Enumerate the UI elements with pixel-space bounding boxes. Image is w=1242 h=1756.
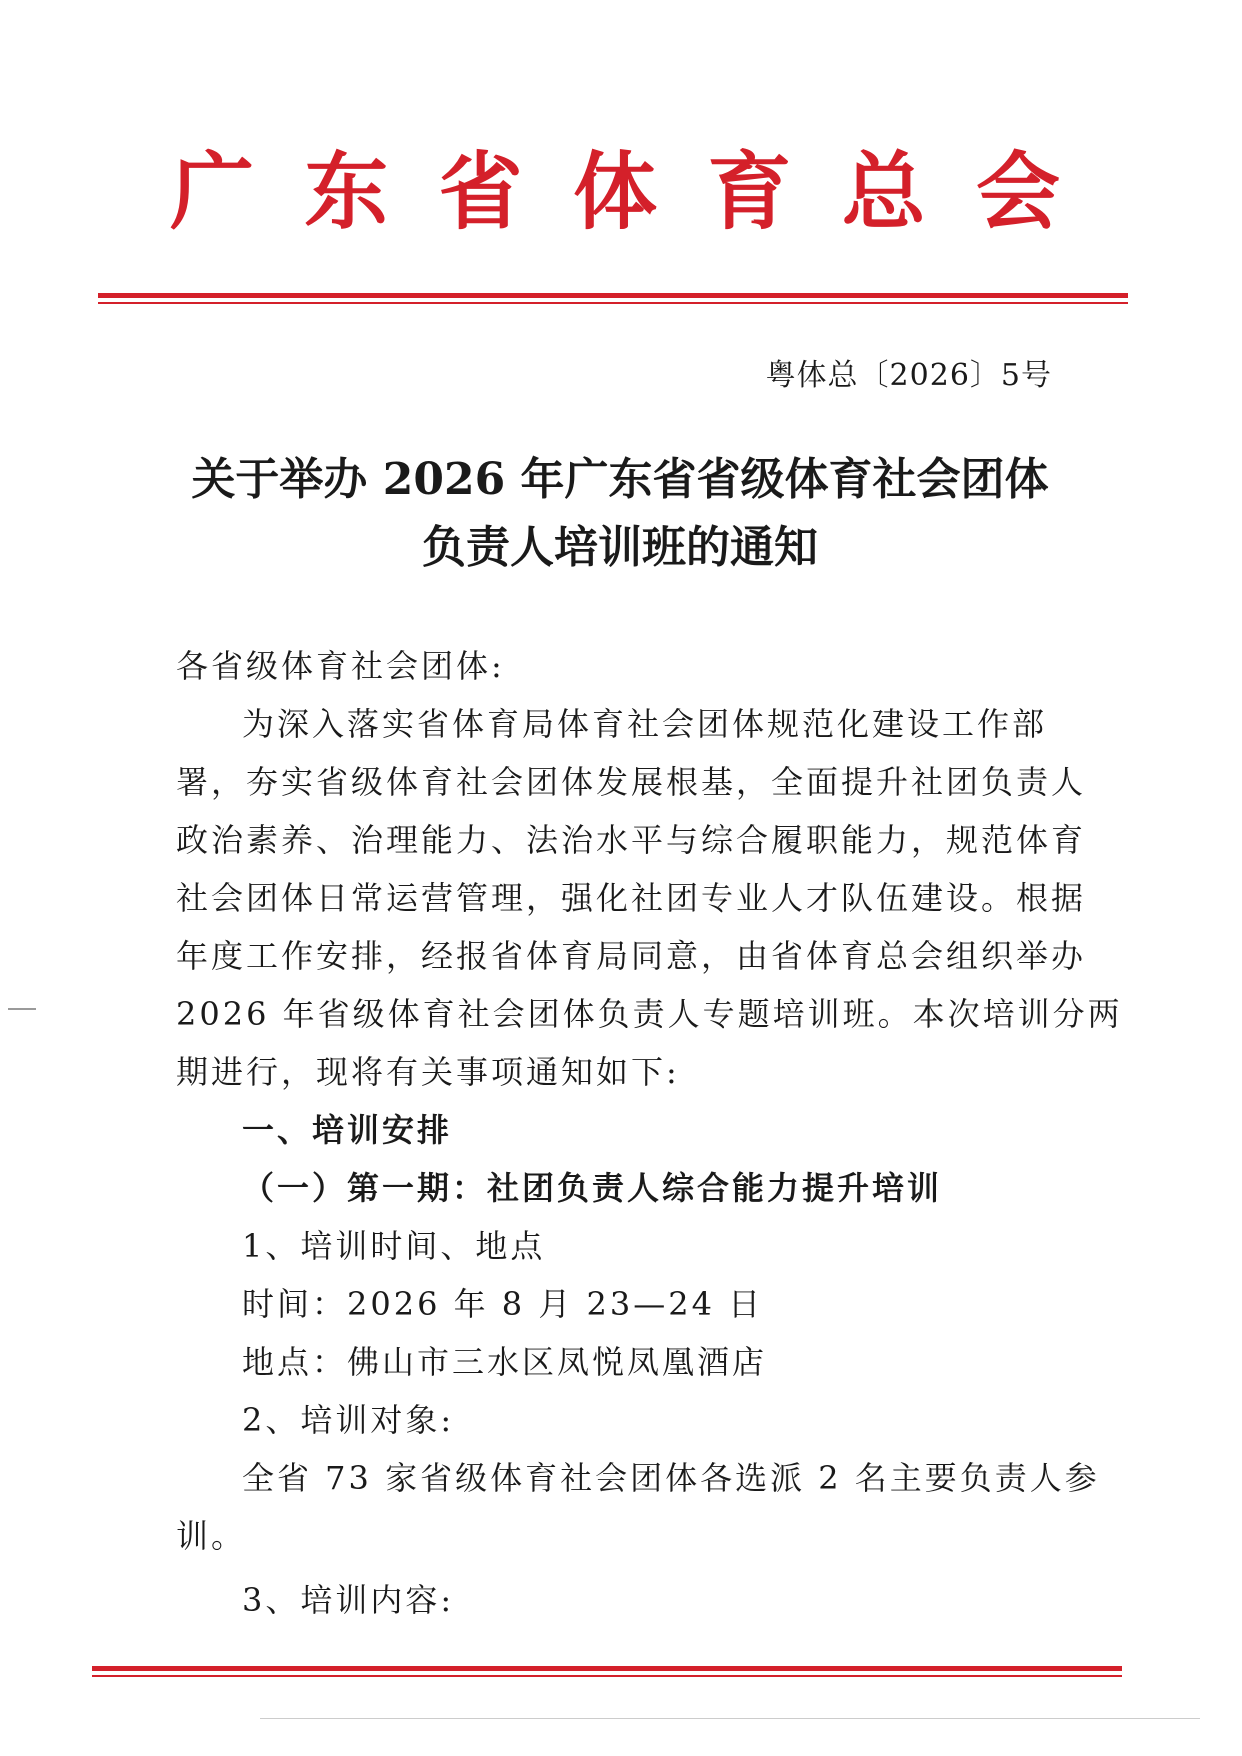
letterhead-org-name [170,142,1060,241]
salutation: 各省级体育社会团体: [176,647,505,685]
intro-line: 期进行，现将有关事项通知如下: [176,1053,680,1091]
letterhead-red-rule [98,293,1128,298]
letterhead-char: 会 [975,142,1060,241]
training-time: 时间：2026 年 8 月 23—24 日 [242,1285,764,1323]
document-title-line-1: 关于举办 2026 年广东省省级体育社会团体 [191,454,1049,505]
letterhead-char: 省 [438,142,523,241]
letterhead-char: 东 [304,142,389,241]
intro-line: 署，夯实省级体育社会团体发展根基，全面提升社团负责人 [176,763,1087,801]
scan-artifact [8,1008,36,1010]
section-heading: 一、培训安排 [242,1111,453,1149]
training-target-line: 全省 73 家省级体育社会团体各选派 2 名主要负责人参 [242,1459,1100,1497]
letterhead-char: 广 [170,142,255,241]
scan-artifact [260,1718,1200,1719]
intro-line: 政治素养、治理能力、法治水平与综合履职能力，规范体育 [176,821,1087,859]
intro-line: 年度工作安排，经报省体育局同意，由省体育总会组织举办 [176,937,1087,975]
letterhead-char: 育 [707,142,792,241]
intro-line: 为深入落实省体育局体育社会团体规范化建设工作部 [242,705,1048,743]
document-title-line-2: 负责人培训班的通知 [422,522,818,573]
letterhead-char: 总 [841,142,926,241]
item-heading: 3、培训内容: [242,1581,455,1619]
footer-red-rule-thin [92,1675,1122,1677]
training-target-line: 训。 [176,1517,247,1555]
training-location: 地点：佛山市三水区凤悦凤凰酒店 [242,1343,768,1381]
document-number: 粤体总〔2026〕5号 [765,358,1052,393]
letterhead-char: 体 [572,142,657,241]
intro-line: 2026 年省级体育社会团体负责人专题培训班。本次培训分两 [176,995,1123,1033]
subsection-heading: （一）第一期：社团负责人综合能力提升培训 [242,1169,943,1207]
item-heading: 1、培训时间、地点 [242,1227,546,1265]
intro-line: 社会团体日常运营管理，强化社团专业人才队伍建设。根据 [176,879,1087,917]
item-heading: 2、培训对象: [242,1401,455,1439]
footer-red-rule [92,1666,1122,1671]
letterhead-red-rule-thin [98,302,1128,304]
